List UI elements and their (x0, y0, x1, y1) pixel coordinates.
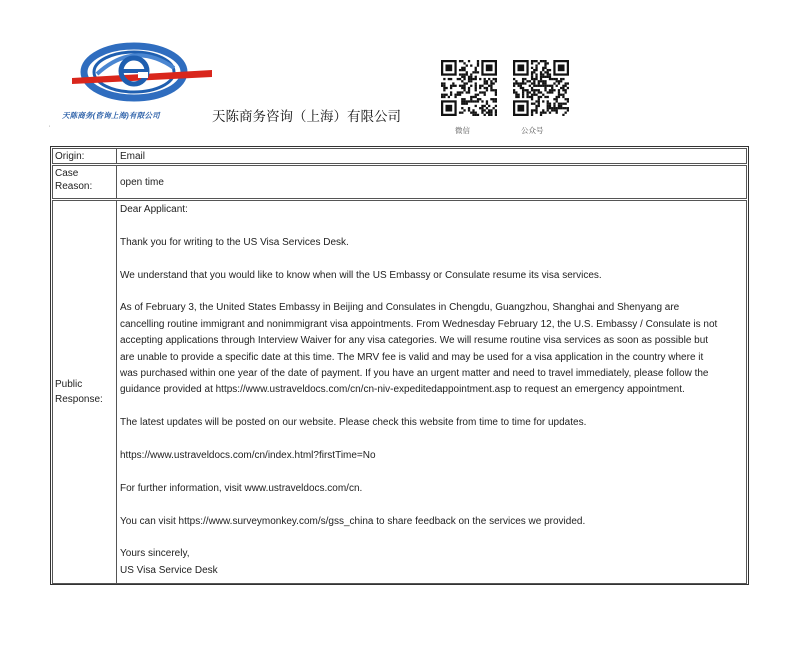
letter-paragraph-line: was purchased within one year of the date of payment. If you have an urgent matter and need to travel immediately, please follow the (120, 368, 709, 380)
letter-signature: US Visa Service Desk (120, 564, 218, 576)
public-response-label (53, 201, 117, 583)
letter-greeting: Dear Applicant: (120, 204, 188, 215)
letter-paragraph: Thank you for writing to the US Visa Services Desk. (120, 236, 349, 248)
origin-label: Origin: (53, 149, 117, 163)
letter-paragraph: We understand that you would like to know when will the US Embassy or Consulate resume its visa services. (120, 269, 602, 281)
public-response-body (118, 201, 746, 583)
company-name: 天陈商务咨询（上海）有限公司 (212, 109, 401, 125)
official-account-qr-caption: 公众号 (521, 126, 544, 135)
letter-paragraph-line: accepting applications through Interview Waiver for any visa categories. We will resume routine visa services as soon as possible but (120, 335, 709, 347)
qr-code-icon (513, 60, 569, 116)
public-response-label-line2: Response: (55, 394, 103, 405)
letter-paragraph-line: As of February 3, the United States Embassy in Beijing and Consulates in Chengdu, Guangzhou, Shanghai and Shenyang are (120, 302, 680, 314)
letter-paragraph: https://www.ustraveldocs.com/cn/index.html?firstTime=No (120, 450, 376, 462)
qr-code-icon (441, 60, 497, 116)
case-reason-label-line2: Reason: (55, 181, 93, 192)
case-reason-text: open time (120, 176, 164, 188)
letter-paragraph-line: are unable to provide a specific date at this time. The MRV fee is valid and may be used for a visa application in the country where it (120, 351, 704, 363)
public-response-row (52, 200, 747, 584)
public-response-label-line1: Public (55, 379, 83, 390)
letter-paragraph-line: guidance provided at https://www.ustraveldocs.com/cn/cn-niv-expeditedappointment.asp to request an emergency appointment. (120, 384, 685, 396)
origin-row (52, 148, 747, 164)
letter-paragraph: The latest updates will be posted on our website. Please check this website from time to time for updates. (120, 417, 587, 429)
origin-value: Email (120, 151, 146, 162)
letter-paragraph: You can visit https://www.surveymonkey.com/s/gss_china to share feedback on the services we provided. (120, 515, 586, 527)
letter-paragraph: For further information, visit www.ustraveldocs.com/cn. (120, 482, 363, 494)
divider-mark: ' (49, 126, 51, 132)
logo-caption: 天陈商务(咨询上海)有限公司 (62, 111, 160, 120)
case-reason-value (118, 166, 746, 198)
wechat-qr-caption: 微信 (455, 126, 470, 135)
letter-closing: Yours sincerely, (120, 548, 190, 560)
case-reason-row (52, 165, 747, 199)
letter-paragraph-line: cancelling routine immigrant and nonimmigrant visa appointments. From Wednesday February 12, the U.S. Embassy / Consulate is not (120, 318, 718, 330)
case-reason-label-line1: Case (55, 168, 79, 179)
case-table (50, 146, 749, 585)
case-reason-label (53, 166, 117, 198)
